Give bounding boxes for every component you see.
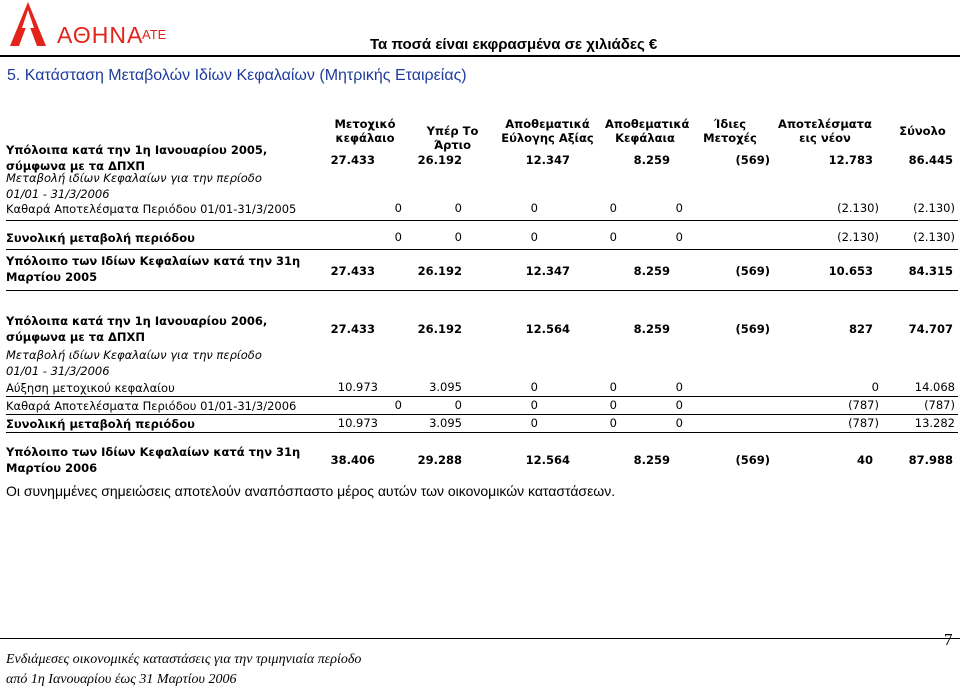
cell-value: 38.406	[330, 453, 375, 467]
cell-value: 12.783	[828, 153, 873, 167]
row-label: Καθαρά Αποτελέσματα Περιόδου 01/01-31/3/2006	[6, 399, 297, 413]
logo-text: ΑΘΗΝΑ	[57, 22, 144, 48]
row-divider	[6, 414, 958, 415]
cell-value: 10.973	[337, 416, 378, 430]
cell-value: 12.347	[525, 153, 570, 167]
cell-value: (2.130)	[913, 201, 955, 215]
top-divider	[0, 55, 960, 57]
col-header-fair-value-reserves: Αποθεματικά Εύλογης Αξίας	[501, 117, 594, 145]
cell-value: 3.095	[429, 416, 462, 430]
cell-value: 0	[454, 230, 462, 244]
row-label: Υπόλοιπο των Ιδίων Κεφαλαίων κατά την 31η Μαρτίου 2005	[6, 254, 301, 284]
col-header-total: Σύνολο	[899, 124, 946, 138]
cell-value: 12.347	[525, 264, 570, 278]
footer-divider	[0, 638, 960, 639]
cell-value: 0	[609, 201, 617, 215]
cell-value: 26.192	[417, 322, 462, 336]
cell-value: 10.653	[828, 264, 873, 278]
cell-value: 0	[394, 398, 402, 412]
cell-value: 0	[530, 416, 538, 430]
cell-value: 0	[394, 230, 402, 244]
cell-value: 8.259	[633, 264, 670, 278]
page-title: 5. Κατάσταση Μεταβολών Ιδίων Κεφαλαίων (Μητρικής Εταιρείας)	[7, 67, 467, 84]
col-header-treasury-shares: Ίδιες Μετοχές	[703, 117, 757, 145]
row-label: Αύξηση μετοχικού κεφαλαίου	[6, 381, 175, 395]
cell-value: 0	[675, 230, 683, 244]
cell-value: 8.259	[633, 453, 670, 467]
cell-value: 0	[609, 380, 617, 394]
row-label: Υπόλοιπο των Ιδίων Κεφαλαίων κατά την 31η Μαρτίου 2006	[6, 445, 301, 475]
cell-value: 0	[675, 398, 683, 412]
row-divider	[6, 249, 958, 250]
cell-value: 27.433	[330, 153, 375, 167]
cell-value: (2.130)	[837, 201, 879, 215]
cell-value: 0	[530, 230, 538, 244]
cell-value: 0	[609, 398, 617, 412]
cell-value: (569)	[735, 322, 770, 336]
cell-value: 26.192	[417, 264, 462, 278]
cell-value: (569)	[735, 153, 770, 167]
cell-value: 87.988	[908, 453, 953, 467]
row-divider	[6, 432, 958, 433]
row-divider	[6, 396, 958, 397]
cell-value: (787)	[848, 398, 879, 412]
cell-value: 3.095	[429, 380, 462, 394]
cell-value: 86.445	[908, 153, 953, 167]
row-label: Καθαρά Αποτελέσματα Περιόδου 01/01-31/3/2005	[6, 202, 297, 216]
cell-value: 27.433	[330, 322, 375, 336]
col-header-share-capital: Μετοχικό κεφάλαιο	[334, 117, 396, 145]
cell-value: 14.068	[914, 380, 955, 394]
row-label: Συνολική μεταβολή περιόδου	[6, 231, 195, 245]
row-label: Μεταβολή ιδίων Κεφαλαίων για την περίοδο 01/01 - 31/3/2006	[6, 171, 262, 201]
cell-value: 827	[848, 322, 873, 336]
page-number: 7	[944, 630, 953, 649]
footer-line-2: από 1η Ιανουαρίου έως 31 Μαρτίου 2006	[6, 672, 237, 687]
cell-value: (569)	[735, 264, 770, 278]
cell-value: 12.564	[525, 322, 570, 336]
col-header-share-premium: Υπέρ Το Άρτιο	[426, 124, 479, 152]
cell-value: 13.282	[914, 416, 955, 430]
footnote: Οι συνημμένες σημειώσεις αποτελούν αναπόσπαστο μέρος αυτών των οικονομικών καταστάσεων.	[6, 483, 616, 499]
cell-value: 0	[454, 398, 462, 412]
cell-value: 8.259	[633, 322, 670, 336]
cell-value: 10.973	[337, 380, 378, 394]
row-label: Υπόλοιπα κατά την 1η Ιανουαρίου 2006, σύμφωνα με τα ΔΠΧΠ	[6, 314, 268, 344]
cell-value: 0	[530, 398, 538, 412]
cell-value: (569)	[735, 453, 770, 467]
cell-value: 0	[871, 380, 879, 394]
cell-value: 0	[394, 201, 402, 215]
cell-value: 74.707	[908, 322, 953, 336]
col-header-retained-earnings: Αποτελέσματα εις νέον	[778, 117, 872, 145]
col-header-reserves: Αποθεματικά Κεφάλαια	[605, 117, 690, 145]
cell-value: (2.130)	[913, 230, 955, 244]
cell-value: (787)	[848, 416, 879, 430]
cell-value: 0	[530, 201, 538, 215]
cell-value: 29.288	[417, 453, 462, 467]
cell-value: (787)	[924, 398, 955, 412]
cell-value: 0	[609, 416, 617, 430]
currency-note: Τα ποσά είναι εκφρασμένα σε χιλιάδες €	[370, 36, 658, 53]
cell-value: 0	[675, 416, 683, 430]
cell-value: 0	[675, 201, 683, 215]
row-label: Μεταβολή ιδίων Κεφαλαίων για την περίοδο 01/01 - 31/3/2006	[6, 348, 262, 378]
row-label: Υπόλοιπα κατά την 1η Ιανουαρίου 2005, σύμφωνα με τα ΔΠΧΠ	[6, 143, 268, 173]
cell-value: 8.259	[633, 153, 670, 167]
row-divider	[6, 220, 958, 221]
row-divider	[6, 290, 958, 291]
cell-value: 12.564	[525, 453, 570, 467]
cell-value: 26.192	[417, 153, 462, 167]
cell-value: 84.315	[908, 264, 953, 278]
cell-value: 40	[856, 453, 873, 467]
row-label: Συνολική μεταβολή περιόδου	[6, 417, 195, 431]
cell-value: (2.130)	[837, 230, 879, 244]
cell-value: 0	[609, 230, 617, 244]
footer-line-1: Ενδιάμεσες οικονομικές καταστάσεις για την τριμηνιαία περίοδο	[6, 652, 362, 667]
logo-suffix: ATE	[142, 27, 167, 42]
cell-value: 0	[530, 380, 538, 394]
cell-value: 0	[454, 201, 462, 215]
cell-value: 0	[675, 380, 683, 394]
cell-value: 27.433	[330, 264, 375, 278]
